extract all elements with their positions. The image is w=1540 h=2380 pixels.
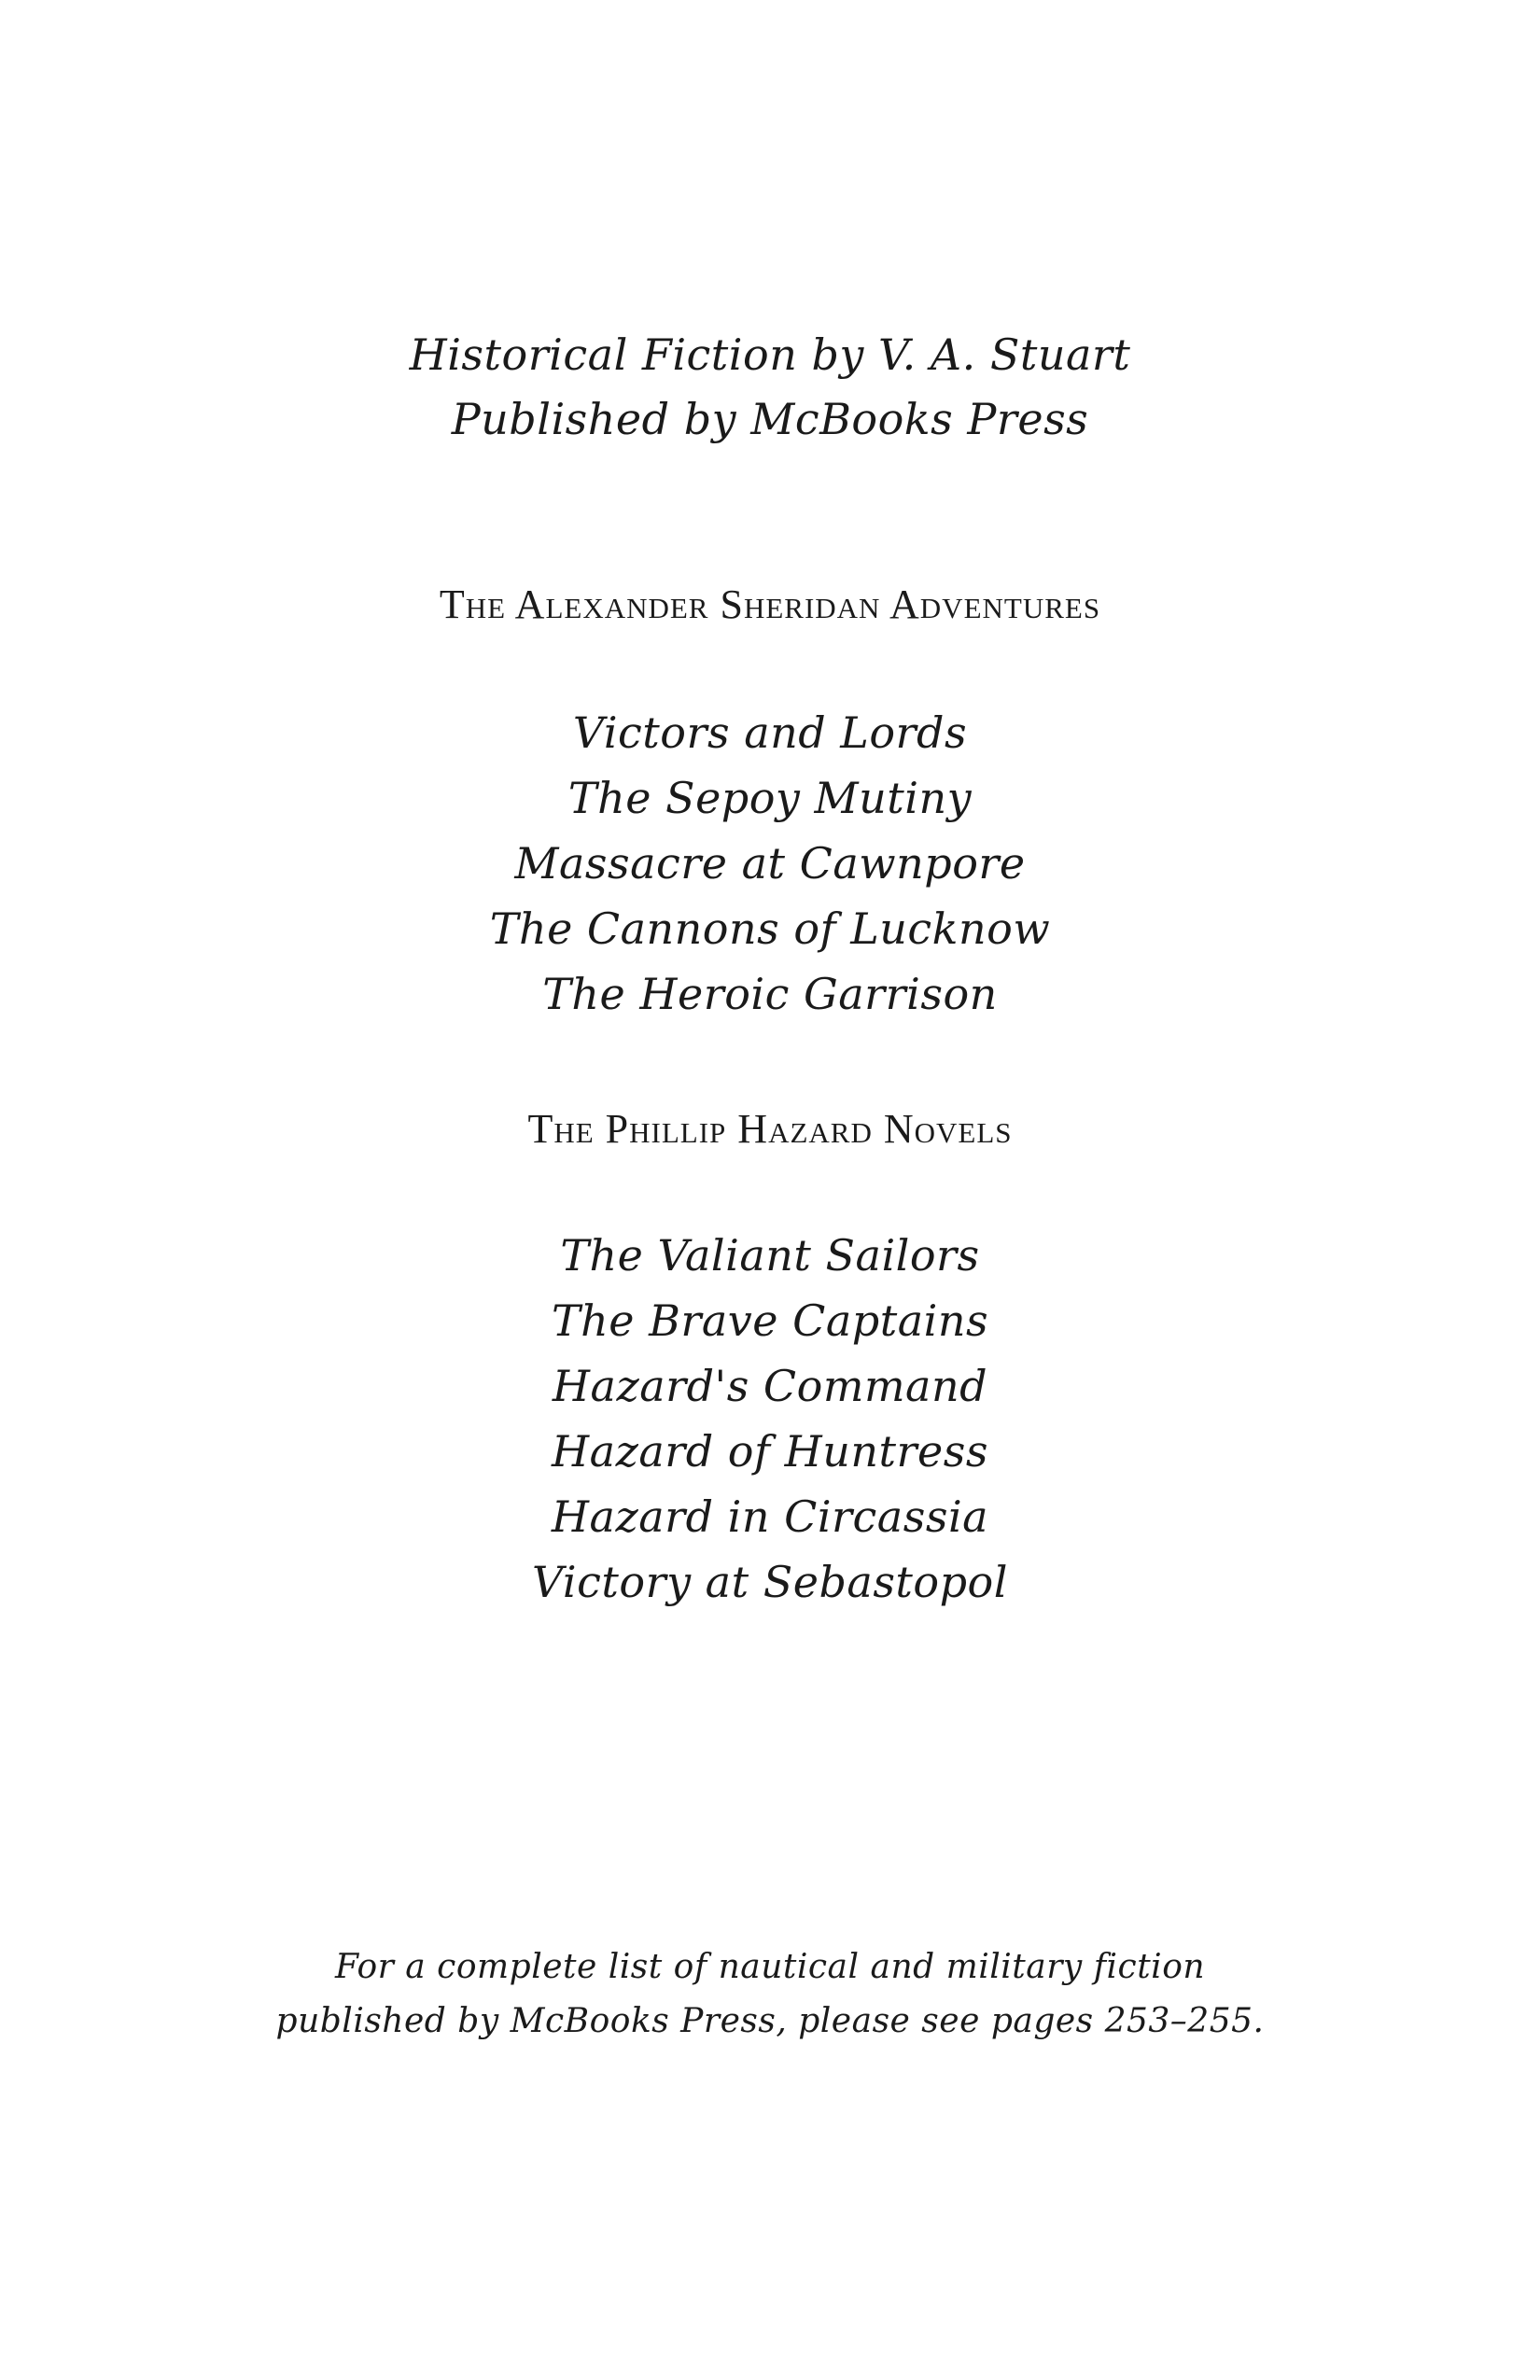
book-title: Hazard of Huntress [552,1426,988,1477]
book-title: The Sepoy Mutiny [567,773,973,823]
series-title-sheridan: The Alexander Sheridan Adventures [439,581,1101,627]
book-title: Victory at Sebastopol [532,1557,1008,1607]
book-title: Hazard in Circassia [551,1491,989,1542]
header-line-author: Historical Fiction by V. A. Stuart [409,329,1131,380]
book-title: Massacre at Cawnpore [514,838,1026,889]
book-title: Victors and Lords [572,707,968,758]
book-title: Hazard's Command [552,1361,988,1411]
header-line-publisher: Published by McBooks Press [451,394,1089,444]
book-title: The Valiant Sailors [560,1230,980,1281]
book-title: The Heroic Garrison [542,969,998,1019]
book-title: The Cannons of Lucknow [489,903,1051,954]
footer-line-2: published by McBooks Press, please see pages 253–255. [275,2002,1265,2040]
book-title: The Brave Captains [551,1295,989,1346]
series-title-hazard: The Phillip Hazard Novels [527,1106,1013,1152]
footer-line-1: For a complete list of nautical and military fiction [334,1948,1206,1986]
